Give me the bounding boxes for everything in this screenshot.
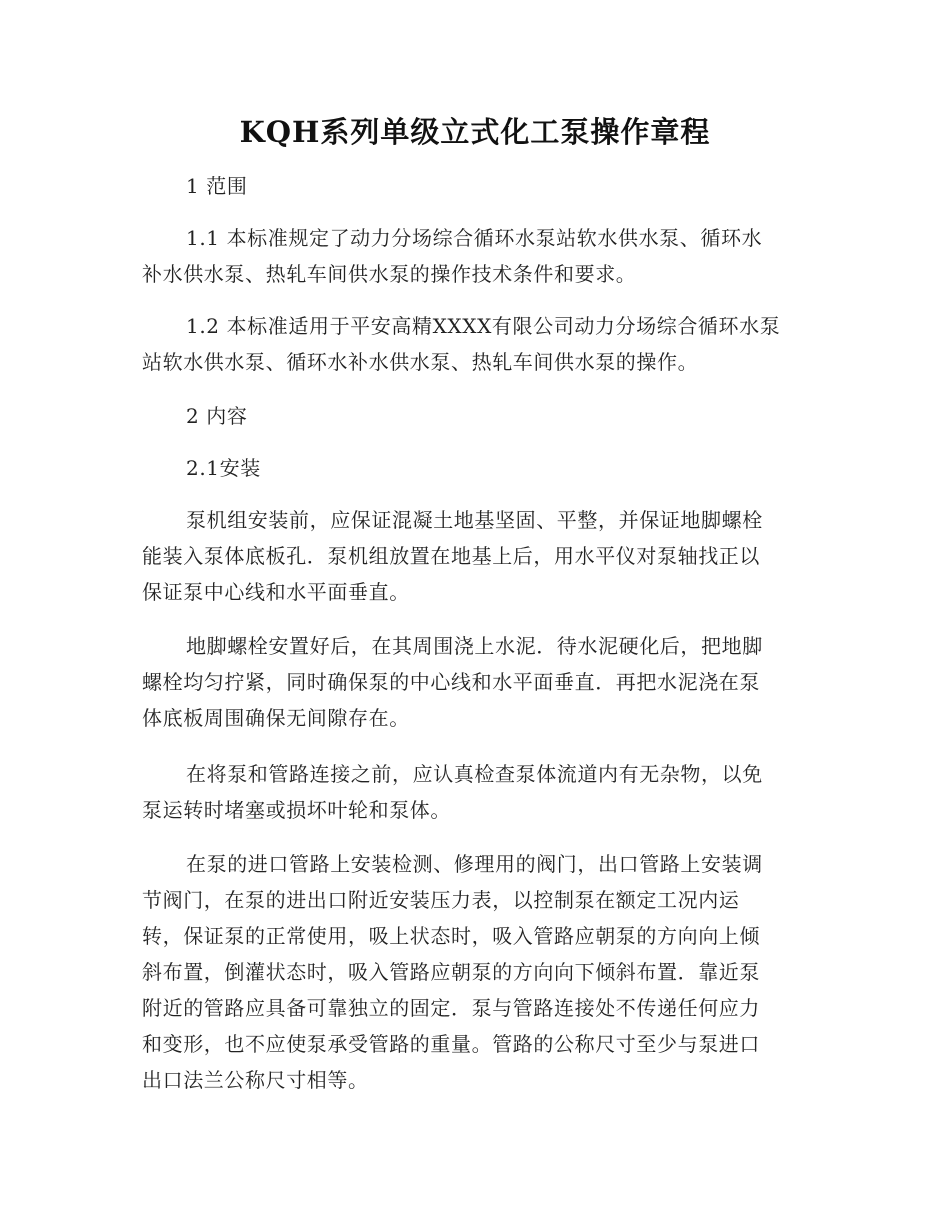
text-line: 斜布置，倒灌状态时，吸入管路应朝泵的方向向下倾斜布置．靠近泵 bbox=[142, 960, 760, 984]
paragraph-1-1 bbox=[142, 220, 802, 292]
text-line: 螺栓均匀拧紧，同时确保泵的中心线和水平面垂直．再把水泥浇在泵 bbox=[142, 670, 760, 694]
text-line: 体底板周围确保无间隙存在。 bbox=[142, 706, 410, 730]
text-line: 节阀门，在泵的进出口附近安装压力表，以控制泵在额定工况内运 bbox=[142, 888, 740, 912]
text-line: 1.2 本标准适用于平安高精XXXX有限公司动力分场综合循环水泵 bbox=[186, 314, 781, 338]
text-line: 保证泵中心线和水平面垂直。 bbox=[142, 580, 410, 604]
subsection-heading-install bbox=[142, 450, 802, 486]
paragraph-install-2 bbox=[142, 628, 802, 736]
paragraph-install-1 bbox=[142, 502, 802, 610]
text-line: 泵机组安装前，应保证混凝土地基坚固、平整，并保证地脚螺栓 bbox=[186, 508, 763, 532]
text-line: 站软水供水泵、循环水补水供水泵、热轧车间供水泵的操作。 bbox=[142, 350, 699, 374]
text-line: 转，保证泵的正常使用，吸上状态时，吸入管路应朝泵的方向向上倾 bbox=[142, 924, 760, 948]
section-heading-scope bbox=[142, 168, 802, 204]
paragraph-install-4 bbox=[142, 846, 802, 1098]
text-line: 2 内容 bbox=[186, 404, 248, 428]
paragraph-install-3 bbox=[142, 756, 802, 828]
paragraph-1-2 bbox=[142, 308, 802, 380]
text-line: 出口法兰公称尺寸相等。 bbox=[142, 1068, 369, 1092]
text-line: 能装入泵体底板孔．泵机组放置在地基上后，用水平仪对泵轴找正以 bbox=[142, 544, 760, 568]
text-line: 泵运转时堵塞或损坏叶轮和泵体。 bbox=[142, 798, 451, 822]
text-line: 1.1 本标准规定了动力分场综合循环水泵站软水供水泵、循环水 bbox=[186, 226, 763, 250]
section-heading-content bbox=[142, 398, 802, 434]
text-line: 补水供水泵、热轧车间供水泵的操作技术条件和要求。 bbox=[142, 262, 637, 286]
text-line: 地脚螺栓安置好后，在其周围浇上水泥．待水泥硬化后，把地脚 bbox=[186, 634, 763, 658]
text-line: 附近的管路应具备可靠独立的固定．泵与管路连接处不传递任何应力 bbox=[142, 996, 760, 1020]
document-title: KQH系列单级立式化工泵操作章程 bbox=[239, 115, 711, 149]
text-line: 在泵的进口管路上安装检测、修理用的阀门，出口管路上安装调 bbox=[186, 852, 763, 876]
text-line: 在将泵和管路连接之前，应认真检查泵体流道内有无杂物，以免 bbox=[186, 762, 763, 786]
text-line: 1 范围 bbox=[186, 174, 248, 198]
text-line: 2.1安装 bbox=[186, 456, 261, 480]
text-line: 和变形，也不应使泵承受管路的重量。管路的公称尺寸至少与泵进口 bbox=[142, 1032, 760, 1056]
